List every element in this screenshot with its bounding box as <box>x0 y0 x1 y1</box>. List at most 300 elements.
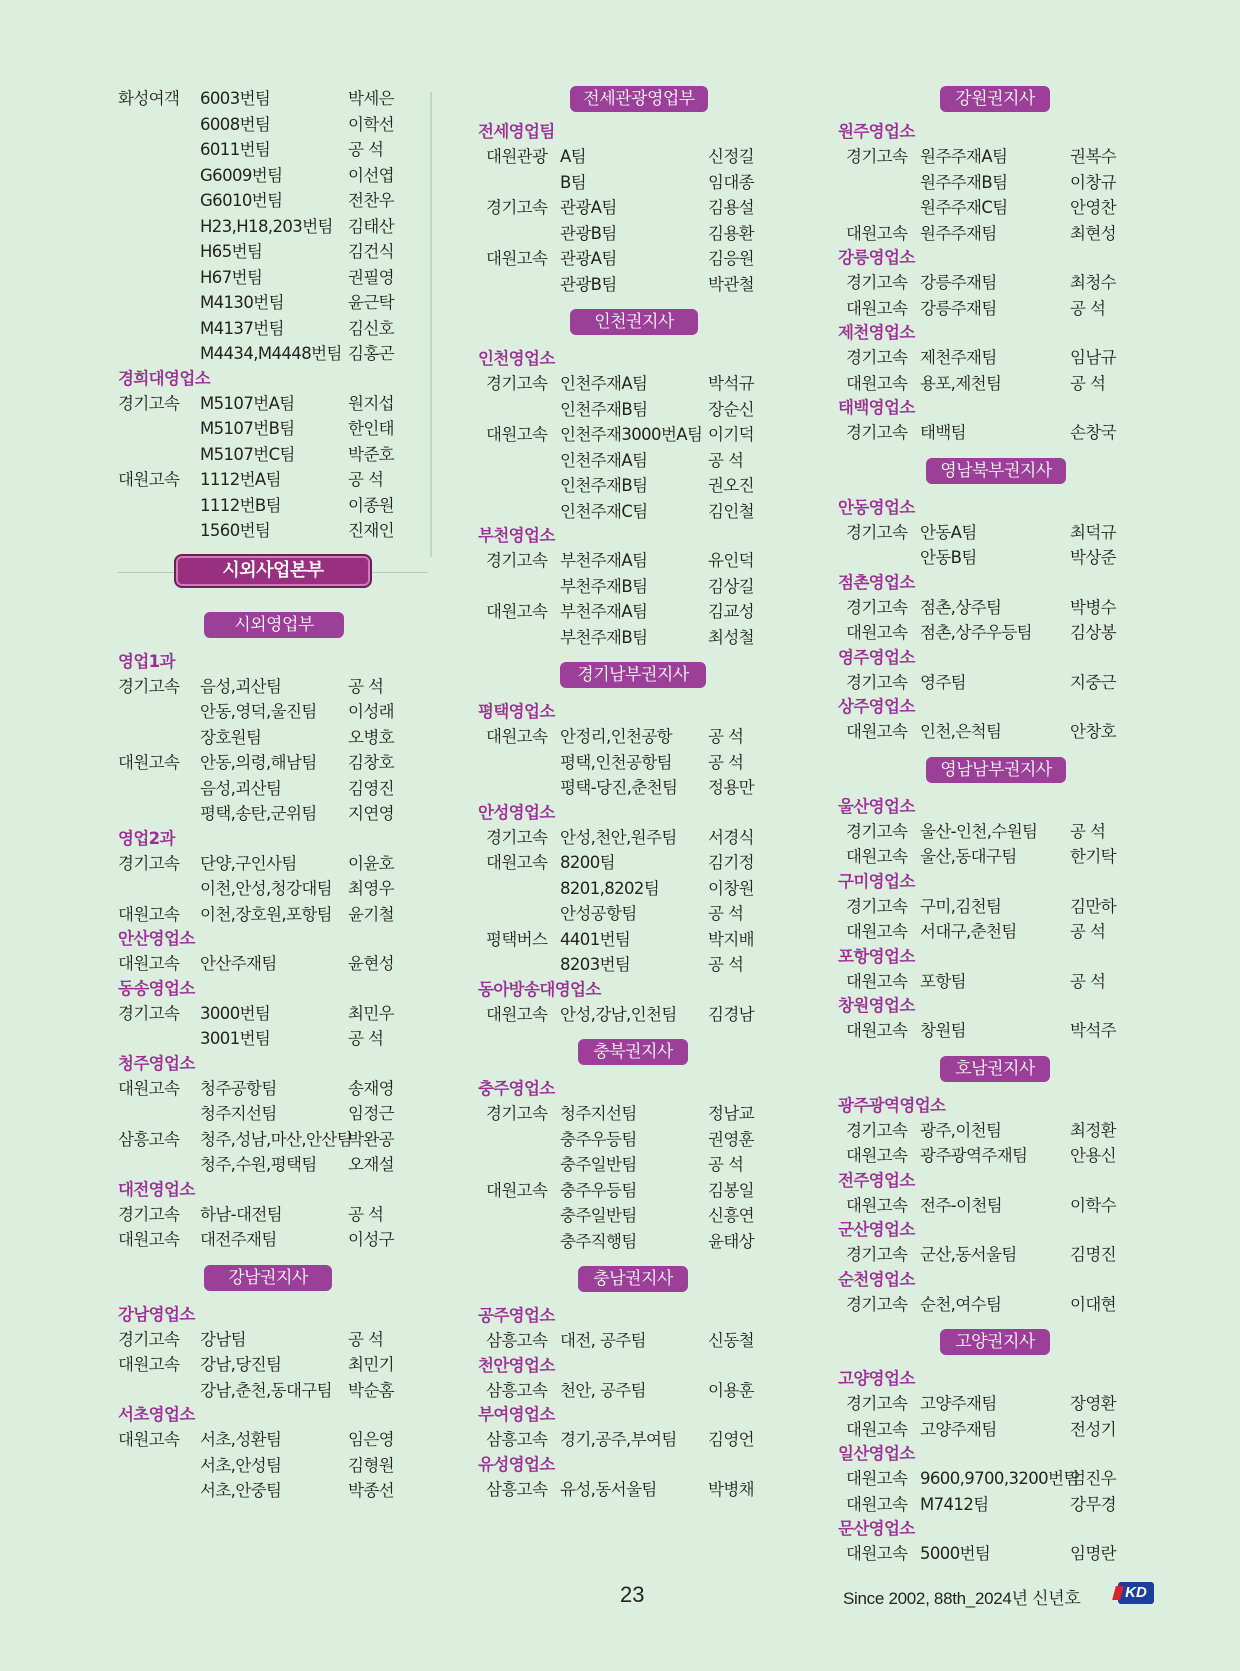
team-name: 인천주재B팀 <box>560 399 648 419</box>
office-heading: 강릉영업소 <box>838 248 915 267</box>
team-name: 강릉주재팀 <box>920 298 997 318</box>
person-name: 최민우 <box>348 1003 395 1023</box>
staff-row <box>838 1541 1118 1567</box>
staff-row <box>118 1378 434 1404</box>
team-name: 군산,동서울팀 <box>920 1245 1017 1264</box>
issue-label: Since 2002, 88th_2024년 신년호 <box>843 1589 1081 1608</box>
person-name: 진재인 <box>348 521 395 540</box>
person-name: 최청수 <box>1070 273 1117 292</box>
person-name: 공 석 <box>708 752 744 772</box>
staff-row <box>478 448 778 474</box>
team-name: 유성,동서울팀 <box>560 1479 657 1499</box>
person-name: 김태산 <box>348 216 395 236</box>
staff-row <box>838 221 1118 247</box>
person-name: 송재영 <box>348 1078 395 1098</box>
company-name: 대원고속 <box>846 722 908 741</box>
person-name: 원지섭 <box>348 393 395 413</box>
person-name: 신흥연 <box>708 1206 755 1225</box>
branch-label: 강남권지사 <box>204 1265 332 1291</box>
staff-row <box>478 1229 778 1255</box>
staff-row <box>118 1001 434 1027</box>
staff-row <box>838 371 1118 397</box>
person-name: 안영찬 <box>1070 198 1117 217</box>
company-name: 경기고속 <box>846 1245 908 1264</box>
kd-logo: KD <box>1118 1582 1154 1604</box>
office-heading: 순천영업소 <box>838 1269 915 1289</box>
staff-row <box>838 520 1118 546</box>
branch-header <box>478 86 778 120</box>
person-name: 이성구 <box>348 1230 395 1249</box>
branch-header <box>838 745 1118 795</box>
person-name: 김응원 <box>708 249 755 268</box>
staff-row <box>118 265 434 291</box>
staff-row <box>118 214 434 240</box>
staff-row <box>118 86 434 112</box>
staff-row <box>478 1328 778 1354</box>
staff-row <box>118 851 434 877</box>
column-3 <box>838 86 1118 1567</box>
team-name: 이천,장호원,포항팀 <box>200 904 333 924</box>
person-name: 박석주 <box>1070 1021 1117 1040</box>
company-name: 경기고속 <box>118 1204 180 1224</box>
staff-row <box>478 1127 778 1153</box>
person-name: 김신호 <box>348 318 395 338</box>
team-name: G6009번팀 <box>200 165 283 185</box>
office-heading: 전주영업소 <box>838 1170 915 1190</box>
person-name: 김창호 <box>348 753 395 772</box>
staff-row <box>478 599 778 625</box>
person-name: 박순홈 <box>348 1380 395 1400</box>
team-name: 광주광역주재팀 <box>920 1146 1028 1165</box>
team-name: 고양주재팀 <box>920 1394 997 1413</box>
staff-row <box>838 719 1118 745</box>
person-name: 안창호 <box>1070 722 1117 741</box>
staff-row <box>838 844 1118 870</box>
branch-label: 충북권지사 <box>578 1039 688 1065</box>
person-name: 임남규 <box>1070 348 1117 367</box>
team-name: M5107번B팀 <box>200 419 295 438</box>
team-name: 안동,의령,해남팀 <box>200 753 317 772</box>
person-name: 이성래 <box>348 702 395 721</box>
team-name: 원주주재C팀 <box>920 198 1008 217</box>
team-name: 9600,9700,3200번팀 <box>920 1469 1079 1488</box>
team-name: 강남,당진팀 <box>200 1355 282 1374</box>
company-name: 대원고속 <box>846 1544 908 1563</box>
person-name: 박준호 <box>348 444 395 464</box>
company-name: 경기고속 <box>846 423 908 442</box>
team-name: 6003번팀 <box>200 89 271 108</box>
company-name: 경기고속 <box>846 348 908 367</box>
person-name: 박세은 <box>348 89 395 108</box>
company-name: 대원고속 <box>846 1195 908 1215</box>
staff-row <box>838 170 1118 196</box>
team-name: 청주,성남,마산,안산팀 <box>200 1129 352 1149</box>
team-name: 대전주재팀 <box>200 1230 277 1249</box>
office-heading: 안성영업소 <box>478 802 555 822</box>
branch-header <box>838 1044 1118 1094</box>
company-name: 대원고속 <box>118 470 180 489</box>
person-name: 한기탁 <box>1070 847 1117 866</box>
staff-row <box>478 1427 778 1453</box>
staff-row <box>838 919 1118 945</box>
person-name: 김영진 <box>348 778 395 798</box>
company-name: 경기고속 <box>118 853 180 873</box>
person-name: 임은영 <box>348 1430 395 1449</box>
team-name: 대전, 공주팀 <box>560 1331 646 1350</box>
person-name: 이창원 <box>708 878 755 898</box>
person-name: 김용설 <box>708 198 755 217</box>
person-name: 최영우 <box>348 879 395 898</box>
staff-row <box>118 316 434 342</box>
person-name: 김만하 <box>1070 896 1117 916</box>
company-name: 대원고속 <box>846 847 908 866</box>
team-name: H23,H18,203번팀 <box>200 216 333 236</box>
person-name: 김건식 <box>348 242 395 261</box>
company-name: 대원고속 <box>486 425 548 444</box>
company-name: 경기고속 <box>846 522 908 542</box>
team-name: 이천,안성,청강대팀 <box>200 879 333 898</box>
staff-row <box>838 670 1118 696</box>
person-name: 박종선 <box>348 1481 395 1500</box>
staff-row <box>478 850 778 876</box>
office-heading: 고양영업소 <box>838 1369 915 1388</box>
staff-row <box>118 188 434 214</box>
team-name: 구미,김천팀 <box>920 896 1002 916</box>
person-name: 김인철 <box>708 501 755 521</box>
person-name: 신정길 <box>708 147 755 166</box>
team-name: 원주주재B팀 <box>920 172 1008 192</box>
staff-row <box>118 442 434 468</box>
person-name: 최성철 <box>708 627 755 647</box>
office-heading: 서초영업소 <box>118 1405 195 1424</box>
person-name: 김용환 <box>708 223 755 243</box>
team-name: 순천,여수팀 <box>920 1294 1002 1314</box>
staff-row <box>478 473 778 499</box>
team-name: 창원팀 <box>920 1021 967 1040</box>
team-name: 충주직행팀 <box>560 1231 637 1251</box>
office-heading: 천안영업소 <box>478 1355 555 1375</box>
branch-label: 충남권지사 <box>578 1266 688 1292</box>
team-name: 영주팀 <box>920 672 967 692</box>
staff-row <box>838 1417 1118 1443</box>
team-name: 안동B팀 <box>920 548 977 567</box>
staff-row <box>478 1477 778 1503</box>
person-name: 공 석 <box>708 1155 744 1174</box>
person-name: 정용만 <box>708 778 755 797</box>
team-name: 8200팀 <box>560 853 615 872</box>
team-name: 청주지선팀 <box>200 1104 277 1123</box>
office-heading: 문산영업소 <box>838 1519 915 1538</box>
company-name: 대원고속 <box>486 602 548 621</box>
staff-row <box>478 952 778 978</box>
office-heading: 군산영업소 <box>838 1220 915 1239</box>
office-heading: 청주영업소 <box>118 1053 195 1073</box>
staff-row <box>118 1202 434 1228</box>
company-name: 경기고속 <box>486 1104 548 1123</box>
team-name: 청주공항팀 <box>200 1078 277 1098</box>
staff-row <box>118 137 434 163</box>
office-heading: 영업1과 <box>118 651 175 671</box>
team-name: 안정리,인천공항 <box>560 727 673 746</box>
company-name: 삼흥고속 <box>486 1430 548 1449</box>
staff-row <box>118 750 434 776</box>
company-name: 경기고속 <box>846 672 908 692</box>
person-name: 김명진 <box>1070 1245 1117 1264</box>
staff-row <box>838 1466 1118 1492</box>
team-name: 강릉주재팀 <box>920 273 997 292</box>
company-name: 경기고속 <box>846 1294 908 1314</box>
office-heading: 인천영업소 <box>478 349 555 368</box>
staff-row <box>118 1478 434 1504</box>
staff-row <box>478 775 778 801</box>
team-name: 태백팀 <box>920 423 967 442</box>
staff-row <box>118 1076 434 1102</box>
staff-row <box>118 1152 434 1178</box>
team-name: 원주주재팀 <box>920 223 997 243</box>
staff-row <box>478 876 778 902</box>
person-name: 최정환 <box>1070 1120 1117 1140</box>
person-name: 박관철 <box>708 274 755 294</box>
person-name: 정남교 <box>708 1104 755 1123</box>
team-name: M4130번팀 <box>200 293 284 312</box>
person-name: 전찬우 <box>348 191 395 210</box>
person-name: 이창규 <box>1070 172 1117 192</box>
person-name: 공 석 <box>348 140 384 159</box>
company-name: 대원고속 <box>846 623 908 642</box>
team-name: 충주일반팀 <box>560 1206 637 1225</box>
staff-row <box>478 625 778 651</box>
staff-row <box>838 1292 1118 1318</box>
company-name: 대원관광 <box>486 147 548 166</box>
staff-row <box>478 272 778 298</box>
team-name: 천안, 공주팀 <box>560 1380 646 1400</box>
person-name: 임정근 <box>348 1104 395 1123</box>
company-name: 경기고속 <box>486 551 548 570</box>
company-name: 경기고속 <box>118 393 180 413</box>
person-name: 임대종 <box>708 172 755 192</box>
team-name: 인천주재A팀 <box>560 450 648 470</box>
team-name: 4401번팀 <box>560 929 631 949</box>
staff-row <box>838 595 1118 621</box>
person-name: 이학선 <box>348 114 395 134</box>
person-name: 김봉일 <box>708 1180 755 1200</box>
person-name: 공 석 <box>708 450 744 470</box>
staff-row <box>838 420 1118 446</box>
staff-row <box>118 341 434 367</box>
team-name: 3000번팀 <box>200 1003 271 1023</box>
office-heading: 대전영업소 <box>118 1179 195 1199</box>
staff-row <box>838 1143 1118 1169</box>
staff-row <box>118 725 434 751</box>
branch-header <box>838 86 1118 120</box>
person-name: 장영환 <box>1070 1394 1117 1413</box>
office-heading: 공주영업소 <box>478 1306 555 1325</box>
company-name: 대원고속 <box>846 1469 908 1488</box>
person-name: 이윤호 <box>348 853 395 873</box>
staff-row <box>118 391 434 417</box>
branch-header <box>118 600 434 650</box>
office-heading: 울산영업소 <box>838 796 915 816</box>
branch-label: 경기남부권지사 <box>560 662 706 688</box>
branch-label: 시외영업부 <box>204 612 344 638</box>
staff-row <box>118 112 434 138</box>
company-name: 경기고속 <box>846 273 908 292</box>
office-heading: 안산영업소 <box>118 929 195 948</box>
staff-row <box>478 1101 778 1127</box>
team-name: 서초,안성팀 <box>200 1455 282 1475</box>
branch-header <box>478 297 778 347</box>
person-name: 권영훈 <box>708 1129 755 1149</box>
staff-row <box>478 724 778 750</box>
company-name: 평택버스 <box>486 929 548 949</box>
person-name: 김기정 <box>708 853 755 872</box>
person-name: 박상준 <box>1070 548 1117 567</box>
person-name: 전성기 <box>1070 1419 1117 1439</box>
company-name: 경기고속 <box>118 676 180 696</box>
staff-row <box>838 270 1118 296</box>
team-name: 서초,안중팀 <box>200 1481 282 1500</box>
staff-row <box>118 876 434 902</box>
team-name: 1112번B팀 <box>200 495 281 515</box>
staff-row <box>478 750 778 776</box>
team-name: 충주우등팀 <box>560 1129 637 1149</box>
staff-row <box>478 397 778 423</box>
staff-row <box>478 1178 778 1204</box>
staff-row <box>118 163 434 189</box>
office-heading: 평택영업소 <box>478 702 555 721</box>
staff-row <box>118 1427 434 1453</box>
company-name: 대원고속 <box>486 853 548 872</box>
branch-label: 인천권지사 <box>570 309 698 335</box>
staff-row <box>478 144 778 170</box>
staff-row <box>478 246 778 272</box>
person-name: 오재설 <box>348 1155 395 1174</box>
team-name: 8201,8202팀 <box>560 878 660 898</box>
team-name: 서초,성환팀 <box>200 1430 282 1449</box>
team-name: 서대구,춘천팀 <box>920 922 1017 941</box>
person-name: 공 석 <box>348 676 384 696</box>
team-name: 점촌,상주팀 <box>920 597 1002 617</box>
person-name: 지중근 <box>1070 672 1117 692</box>
team-name: 안동A팀 <box>920 522 977 542</box>
office-heading: 부천영업소 <box>478 526 555 545</box>
team-name: 음성,괴산팀 <box>200 778 282 798</box>
team-name: 인천,은척팀 <box>920 722 1002 741</box>
team-name: 용포,제천팀 <box>920 373 1002 393</box>
person-name: 공 석 <box>348 1204 384 1224</box>
branch-label: 영남북부권지사 <box>926 458 1066 484</box>
team-name: A팀 <box>560 147 587 166</box>
branch-header <box>838 1317 1118 1367</box>
company-name: 대원고속 <box>486 249 548 268</box>
staff-row <box>838 1492 1118 1518</box>
staff-row <box>118 416 434 442</box>
company-name: 경기고속 <box>846 147 908 166</box>
division-header <box>118 544 434 600</box>
staff-row <box>118 1026 434 1052</box>
team-name: 안성,천안,원주팀 <box>560 827 677 847</box>
team-name: 울산-인천,수원팀 <box>920 821 1038 841</box>
company-name: 경기고속 <box>846 1120 908 1140</box>
company-name: 대원고속 <box>118 753 180 772</box>
team-name: 관광A팀 <box>560 198 617 217</box>
team-name: M4137번팀 <box>200 318 284 338</box>
person-name: 이종원 <box>348 495 395 515</box>
office-heading: 광주광역영업소 <box>838 1095 946 1115</box>
office-heading: 영주영업소 <box>838 647 915 667</box>
staff-row <box>118 467 434 493</box>
team-name: 청주,수원,평택팀 <box>200 1155 317 1174</box>
person-name: 공 석 <box>708 904 744 923</box>
team-name: H65번팀 <box>200 242 263 261</box>
company-name: 삼흥고속 <box>486 1331 548 1350</box>
staff-row <box>118 239 434 265</box>
office-heading: 안동영업소 <box>838 497 915 517</box>
company-name: 대원고속 <box>118 1078 180 1098</box>
team-name: 5000번팀 <box>920 1544 991 1563</box>
office-heading: 영업2과 <box>118 828 175 848</box>
company-name: 경기고속 <box>486 374 548 393</box>
team-name: 관광A팀 <box>560 249 617 268</box>
team-name: 장호원팀 <box>200 727 262 747</box>
staff-row <box>118 674 434 700</box>
staff-row <box>478 1378 778 1404</box>
company-name: 대원고속 <box>486 727 548 746</box>
staff-row <box>118 1453 434 1479</box>
column-2 <box>478 86 778 1502</box>
team-name: 8203번팀 <box>560 955 631 974</box>
staff-row <box>478 195 778 221</box>
team-name: 안성,강남,인천팀 <box>560 1004 677 1024</box>
person-name: 이기덕 <box>708 425 755 444</box>
person-name: 공 석 <box>348 470 384 489</box>
team-name: 안산주재팀 <box>200 954 277 973</box>
company-name: 화성여객 <box>118 89 180 108</box>
branch-label: 고양권지사 <box>940 1329 1050 1355</box>
office-heading: 제천영업소 <box>838 323 915 342</box>
team-name: 관광B팀 <box>560 274 617 294</box>
team-name: 6008번팀 <box>200 114 271 134</box>
team-name: M7412팀 <box>920 1494 989 1514</box>
company-name: 대원고속 <box>118 1230 180 1249</box>
person-name: 윤현성 <box>348 954 395 973</box>
team-name: 6011번팀 <box>200 140 271 159</box>
person-name: 공 석 <box>348 1329 384 1349</box>
team-name: 부천주재A팀 <box>560 602 648 621</box>
company-name: 대원고속 <box>846 1146 908 1165</box>
person-name: 김상봉 <box>1070 623 1117 642</box>
office-heading: 상주영업소 <box>838 697 915 716</box>
office-heading: 전세영업팀 <box>478 122 555 141</box>
person-name: 안용신 <box>1070 1146 1117 1165</box>
person-name: 이용훈 <box>708 1380 755 1400</box>
staff-row <box>118 1127 434 1153</box>
staff-row <box>478 422 778 448</box>
company-name: 삼흥고속 <box>486 1479 548 1499</box>
office-heading: 원주영업소 <box>838 122 915 141</box>
team-name: 안동,영덕,울진팀 <box>200 702 317 721</box>
branch-header <box>838 446 1118 496</box>
office-heading: 동아방송대영업소 <box>478 979 601 999</box>
staff-row <box>118 518 434 544</box>
person-name: 최민기 <box>348 1355 395 1374</box>
person-name: 박병채 <box>708 1479 755 1499</box>
company-name: 경기고속 <box>486 198 548 217</box>
person-name: 권복수 <box>1070 147 1117 166</box>
staff-row <box>838 1018 1118 1044</box>
staff-row <box>838 144 1118 170</box>
person-name: 박지배 <box>708 929 755 949</box>
